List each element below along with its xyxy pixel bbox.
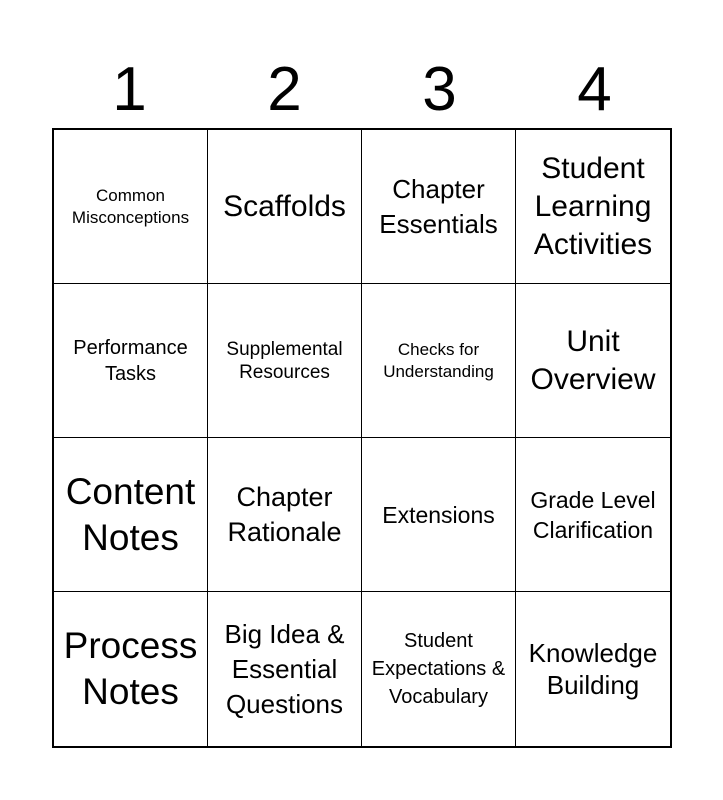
cell-label: Student Expectations & Vocabulary	[371, 630, 506, 708]
bingo-cell[interactable]	[362, 284, 516, 438]
cell-label: Performance Tasks	[73, 336, 188, 385]
column-number-1: 1	[112, 55, 147, 124]
cell-label: Chapter Rationale	[227, 481, 342, 547]
bingo-cell[interactable]	[362, 592, 516, 746]
column-header	[52, 52, 672, 128]
bingo-cell[interactable]	[516, 438, 670, 592]
bingo-cell[interactable]	[54, 130, 208, 284]
bingo-cell[interactable]	[208, 130, 362, 284]
bingo-cell[interactable]	[54, 592, 208, 746]
column-number-3: 3	[422, 55, 457, 124]
bingo-cell[interactable]	[362, 130, 516, 284]
cell-label: Process Notes	[63, 625, 198, 712]
cell-label: Unit Overview	[530, 324, 656, 396]
bingo-cell[interactable]	[516, 592, 670, 746]
cell-label: Grade Level Clarification	[530, 486, 656, 543]
bingo-cell[interactable]	[516, 130, 670, 284]
bingo-cell[interactable]	[54, 284, 208, 438]
bingo-cell[interactable]	[208, 438, 362, 592]
cell-label: Scaffolds	[223, 189, 346, 223]
cell-label: Knowledge Building	[528, 638, 658, 700]
cell-label: Student Learning Activities	[533, 151, 653, 261]
bingo-cell[interactable]	[208, 284, 362, 438]
bingo-board	[52, 128, 672, 748]
column-number-2: 2	[267, 55, 302, 124]
bingo-cell[interactable]	[54, 438, 208, 592]
cell-label: Content Notes	[65, 470, 196, 558]
cell-label: Extensions	[382, 501, 495, 528]
cell-label: Chapter Essentials	[379, 173, 498, 239]
cell-label: Common Misconceptions	[71, 185, 190, 227]
bingo-cell[interactable]	[516, 284, 670, 438]
bingo-cell[interactable]	[362, 438, 516, 592]
cell-label: Checks for Understanding	[383, 339, 494, 381]
cell-label: Supplemental Resources	[226, 338, 343, 383]
bingo-cell[interactable]	[208, 592, 362, 746]
column-number-4: 4	[577, 55, 612, 124]
cell-label: Big Idea & Essential Questions	[224, 618, 345, 719]
